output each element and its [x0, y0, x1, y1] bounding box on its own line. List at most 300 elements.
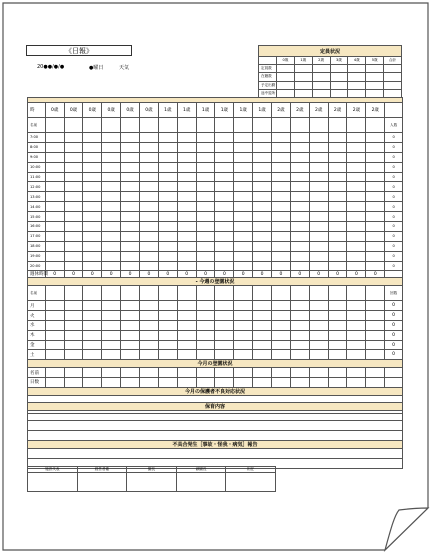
- monthly-cell[interactable]: [290, 378, 309, 388]
- capacity-cell[interactable]: [384, 73, 402, 81]
- weekday-cell[interactable]: [328, 321, 347, 331]
- attendance-cell[interactable]: [234, 172, 253, 182]
- attendance-cell[interactable]: [234, 152, 253, 162]
- attendance-cell[interactable]: [83, 261, 102, 271]
- weekday-cell[interactable]: [272, 330, 291, 340]
- weekday-cell[interactable]: [102, 321, 121, 331]
- attendance-cell[interactable]: [64, 231, 83, 241]
- weekday-cell[interactable]: [121, 321, 140, 331]
- child-name-cell[interactable]: [196, 118, 215, 133]
- weekday-cell[interactable]: [290, 330, 309, 340]
- weekday-cell[interactable]: [272, 350, 291, 360]
- monthly-cell[interactable]: [366, 378, 385, 388]
- attendance-cell[interactable]: [290, 182, 309, 192]
- attendance-cell[interactable]: [253, 182, 272, 192]
- attendance-cell[interactable]: [177, 202, 196, 212]
- monthly-cell[interactable]: [347, 368, 366, 378]
- attendance-cell[interactable]: [272, 172, 291, 182]
- attendance-cell[interactable]: [309, 182, 328, 192]
- attendance-cell[interactable]: [158, 182, 177, 192]
- care-line-2[interactable]: [28, 421, 403, 431]
- attendance-cell[interactable]: [140, 231, 159, 241]
- weekday-cell[interactable]: [121, 311, 140, 321]
- child-name-cell[interactable]: [158, 118, 177, 133]
- weekday-cell[interactable]: [121, 301, 140, 311]
- attendance-cell[interactable]: [196, 133, 215, 143]
- capacity-cell[interactable]: [348, 81, 366, 89]
- attendance-cell[interactable]: [234, 133, 253, 143]
- attendance-cell[interactable]: [309, 231, 328, 241]
- weekday-cell[interactable]: [196, 301, 215, 311]
- weekly-name-cell[interactable]: [253, 286, 272, 301]
- weekday-cell[interactable]: [64, 301, 83, 311]
- weekday-cell[interactable]: [102, 311, 121, 321]
- attendance-cell[interactable]: [328, 162, 347, 172]
- attendance-cell[interactable]: [83, 162, 102, 172]
- monthly-cell[interactable]: [121, 378, 140, 388]
- attendance-cell[interactable]: [366, 182, 385, 192]
- attendance-cell[interactable]: [366, 192, 385, 202]
- weekday-cell[interactable]: [215, 350, 234, 360]
- attendance-cell[interactable]: [253, 212, 272, 222]
- attendance-cell[interactable]: [177, 142, 196, 152]
- attendance-cell[interactable]: [121, 241, 140, 251]
- attendance-cell[interactable]: [64, 192, 83, 202]
- attendance-cell[interactable]: [45, 172, 64, 182]
- weekday-cell[interactable]: [140, 330, 159, 340]
- weekday-cell[interactable]: [309, 340, 328, 350]
- attendance-cell[interactable]: [253, 202, 272, 212]
- attendance-cell[interactable]: [83, 241, 102, 251]
- attendance-cell[interactable]: [253, 241, 272, 251]
- monthly-cell[interactable]: [328, 368, 347, 378]
- weekday-cell[interactable]: [347, 321, 366, 331]
- capacity-cell[interactable]: [384, 65, 402, 73]
- attendance-cell[interactable]: [140, 172, 159, 182]
- attendance-cell[interactable]: [45, 152, 64, 162]
- attendance-cell[interactable]: [290, 172, 309, 182]
- attendance-cell[interactable]: [234, 182, 253, 192]
- attendance-cell[interactable]: [253, 172, 272, 182]
- attendance-cell[interactable]: [158, 241, 177, 251]
- weekday-cell[interactable]: [290, 350, 309, 360]
- weekday-cell[interactable]: [158, 340, 177, 350]
- weekday-cell[interactable]: [215, 330, 234, 340]
- weekday-cell[interactable]: [140, 311, 159, 321]
- weekly-name-cell[interactable]: [215, 286, 234, 301]
- attendance-cell[interactable]: [347, 133, 366, 143]
- weekday-cell[interactable]: [158, 301, 177, 311]
- attendance-cell[interactable]: [234, 241, 253, 251]
- attendance-cell[interactable]: [328, 222, 347, 232]
- attendance-cell[interactable]: [102, 251, 121, 261]
- weekly-name-cell[interactable]: [272, 286, 291, 301]
- attendance-cell[interactable]: [253, 251, 272, 261]
- attendance-cell[interactable]: [290, 133, 309, 143]
- weekly-name-cell[interactable]: [177, 286, 196, 301]
- attendance-cell[interactable]: [328, 202, 347, 212]
- attendance-cell[interactable]: [83, 172, 102, 182]
- weekday-cell[interactable]: [177, 321, 196, 331]
- attendance-cell[interactable]: [140, 241, 159, 251]
- monthly-cell[interactable]: [309, 378, 328, 388]
- attendance-cell[interactable]: [366, 251, 385, 261]
- attendance-cell[interactable]: [234, 261, 253, 271]
- attendance-cell[interactable]: [272, 192, 291, 202]
- attendance-cell[interactable]: [196, 172, 215, 182]
- attendance-cell[interactable]: [347, 231, 366, 241]
- attendance-cell[interactable]: [177, 222, 196, 232]
- child-name-cell[interactable]: [177, 118, 196, 133]
- weekday-cell[interactable]: [347, 350, 366, 360]
- attendance-cell[interactable]: [366, 142, 385, 152]
- attendance-cell[interactable]: [64, 212, 83, 222]
- monthly-cell[interactable]: [366, 368, 385, 378]
- capacity-cell[interactable]: [348, 65, 366, 73]
- weekday-cell[interactable]: [215, 301, 234, 311]
- attendance-cell[interactable]: [234, 231, 253, 241]
- attendance-cell[interactable]: [328, 133, 347, 143]
- attendance-cell[interactable]: [121, 133, 140, 143]
- child-name-cell[interactable]: [45, 118, 64, 133]
- weekday-cell[interactable]: [177, 301, 196, 311]
- signature-box[interactable]: [176, 473, 226, 492]
- attendance-cell[interactable]: [196, 241, 215, 251]
- attendance-cell[interactable]: [158, 222, 177, 232]
- weekly-name-cell[interactable]: [83, 286, 102, 301]
- weekday-cell[interactable]: [177, 311, 196, 321]
- monthly-cell[interactable]: [83, 368, 102, 378]
- attendance-cell[interactable]: [234, 212, 253, 222]
- attendance-cell[interactable]: [83, 152, 102, 162]
- attendance-cell[interactable]: [253, 162, 272, 172]
- monthly-cell[interactable]: [158, 368, 177, 378]
- care-line-1[interactable]: [28, 411, 403, 421]
- attendance-cell[interactable]: [328, 172, 347, 182]
- attendance-cell[interactable]: [177, 261, 196, 271]
- weekday-cell[interactable]: [234, 301, 253, 311]
- attendance-cell[interactable]: [253, 152, 272, 162]
- attendance-cell[interactable]: [64, 162, 83, 172]
- attendance-cell[interactable]: [140, 192, 159, 202]
- monthly-cell[interactable]: [196, 378, 215, 388]
- weekday-cell[interactable]: [328, 340, 347, 350]
- attendance-cell[interactable]: [196, 192, 215, 202]
- attendance-cell[interactable]: [347, 241, 366, 251]
- weekday-cell[interactable]: [272, 340, 291, 350]
- attendance-cell[interactable]: [158, 212, 177, 222]
- weekday-cell[interactable]: [290, 311, 309, 321]
- weekday-cell[interactable]: [309, 311, 328, 321]
- attendance-cell[interactable]: [347, 192, 366, 202]
- monthly-cell[interactable]: [253, 378, 272, 388]
- attendance-cell[interactable]: [64, 182, 83, 192]
- weekly-name-cell[interactable]: [64, 286, 83, 301]
- weekday-cell[interactable]: [234, 350, 253, 360]
- attendance-cell[interactable]: [64, 222, 83, 232]
- attendance-cell[interactable]: [64, 202, 83, 212]
- weekday-cell[interactable]: [102, 340, 121, 350]
- attendance-cell[interactable]: [328, 231, 347, 241]
- monthly-cell[interactable]: [347, 378, 366, 388]
- capacity-cell[interactable]: [277, 81, 295, 89]
- attendance-cell[interactable]: [177, 182, 196, 192]
- weekday-cell[interactable]: [272, 321, 291, 331]
- attendance-cell[interactable]: [366, 241, 385, 251]
- attendance-cell[interactable]: [366, 231, 385, 241]
- monthly-cell[interactable]: [64, 378, 83, 388]
- attendance-cell[interactable]: [140, 212, 159, 222]
- capacity-cell[interactable]: [366, 73, 384, 81]
- weekday-cell[interactable]: [366, 311, 385, 321]
- attendance-cell[interactable]: [177, 212, 196, 222]
- attendance-cell[interactable]: [234, 142, 253, 152]
- attendance-cell[interactable]: [234, 222, 253, 232]
- weekday-cell[interactable]: [140, 340, 159, 350]
- attendance-cell[interactable]: [347, 162, 366, 172]
- capacity-cell[interactable]: [348, 73, 366, 81]
- attendance-cell[interactable]: [102, 192, 121, 202]
- attendance-cell[interactable]: [121, 231, 140, 241]
- attendance-cell[interactable]: [366, 162, 385, 172]
- attendance-cell[interactable]: [121, 251, 140, 261]
- attendance-cell[interactable]: [290, 231, 309, 241]
- weekday-cell[interactable]: [366, 321, 385, 331]
- attendance-cell[interactable]: [45, 261, 64, 271]
- weekday-cell[interactable]: [253, 340, 272, 350]
- capacity-cell[interactable]: [330, 65, 348, 73]
- attendance-cell[interactable]: [45, 133, 64, 143]
- attendance-cell[interactable]: [253, 261, 272, 271]
- monthly-cell[interactable]: [253, 368, 272, 378]
- weekday-cell[interactable]: [196, 321, 215, 331]
- monthly-cell[interactable]: [328, 378, 347, 388]
- weekly-name-cell[interactable]: [121, 286, 140, 301]
- attendance-cell[interactable]: [366, 261, 385, 271]
- attendance-cell[interactable]: [45, 251, 64, 261]
- attendance-cell[interactable]: [177, 231, 196, 241]
- attendance-cell[interactable]: [64, 133, 83, 143]
- attendance-cell[interactable]: [158, 152, 177, 162]
- weekday-cell[interactable]: [45, 330, 64, 340]
- attendance-cell[interactable]: [196, 152, 215, 162]
- attendance-cell[interactable]: [347, 152, 366, 162]
- weekday-cell[interactable]: [83, 340, 102, 350]
- monthly-cell[interactable]: [215, 368, 234, 378]
- attendance-cell[interactable]: [215, 152, 234, 162]
- attendance-cell[interactable]: [253, 192, 272, 202]
- signature-box[interactable]: [28, 473, 78, 492]
- attendance-cell[interactable]: [290, 202, 309, 212]
- attendance-cell[interactable]: [215, 192, 234, 202]
- attendance-cell[interactable]: [45, 142, 64, 152]
- weekday-cell[interactable]: [121, 340, 140, 350]
- attendance-cell[interactable]: [64, 172, 83, 182]
- weekday-cell[interactable]: [290, 301, 309, 311]
- attendance-cell[interactable]: [121, 222, 140, 232]
- attendance-cell[interactable]: [215, 133, 234, 143]
- attendance-cell[interactable]: [102, 212, 121, 222]
- attendance-cell[interactable]: [215, 251, 234, 261]
- attendance-cell[interactable]: [309, 172, 328, 182]
- weekday-cell[interactable]: [45, 350, 64, 360]
- attendance-cell[interactable]: [83, 231, 102, 241]
- attendance-cell[interactable]: [328, 261, 347, 271]
- child-name-cell[interactable]: [290, 118, 309, 133]
- attendance-cell[interactable]: [45, 182, 64, 192]
- weekday-cell[interactable]: [309, 350, 328, 360]
- weekday-cell[interactable]: [272, 311, 291, 321]
- attendance-cell[interactable]: [290, 192, 309, 202]
- child-name-cell[interactable]: [328, 118, 347, 133]
- attendance-cell[interactable]: [140, 133, 159, 143]
- weekday-cell[interactable]: [253, 321, 272, 331]
- attendance-cell[interactable]: [177, 251, 196, 261]
- capacity-cell[interactable]: [384, 81, 402, 89]
- weekday-cell[interactable]: [64, 340, 83, 350]
- attendance-cell[interactable]: [121, 202, 140, 212]
- attendance-cell[interactable]: [253, 231, 272, 241]
- attendance-cell[interactable]: [196, 261, 215, 271]
- care-line-3[interactable]: [28, 431, 403, 441]
- capacity-cell[interactable]: [294, 73, 312, 81]
- weekday-cell[interactable]: [64, 321, 83, 331]
- attendance-cell[interactable]: [177, 162, 196, 172]
- attendance-cell[interactable]: [121, 182, 140, 192]
- weekday-cell[interactable]: [102, 350, 121, 360]
- monthly-cell[interactable]: [196, 368, 215, 378]
- attendance-cell[interactable]: [309, 261, 328, 271]
- attendance-cell[interactable]: [328, 251, 347, 261]
- attendance-cell[interactable]: [309, 192, 328, 202]
- attendance-cell[interactable]: [272, 251, 291, 261]
- attendance-cell[interactable]: [45, 162, 64, 172]
- attendance-cell[interactable]: [234, 251, 253, 261]
- monthly-cell[interactable]: [102, 378, 121, 388]
- weekday-cell[interactable]: [121, 350, 140, 360]
- weekday-cell[interactable]: [158, 321, 177, 331]
- weekly-name-cell[interactable]: [45, 286, 64, 301]
- child-name-cell[interactable]: [366, 118, 385, 133]
- weekly-name-cell[interactable]: [234, 286, 253, 301]
- attendance-cell[interactable]: [309, 251, 328, 261]
- weekday-cell[interactable]: [366, 301, 385, 311]
- attendance-cell[interactable]: [272, 152, 291, 162]
- attendance-cell[interactable]: [45, 231, 64, 241]
- child-name-cell[interactable]: [83, 118, 102, 133]
- weekday-cell[interactable]: [366, 340, 385, 350]
- attendance-cell[interactable]: [177, 172, 196, 182]
- weekday-cell[interactable]: [158, 311, 177, 321]
- signature-box[interactable]: [127, 473, 177, 492]
- attendance-cell[interactable]: [215, 261, 234, 271]
- weekday-cell[interactable]: [177, 340, 196, 350]
- attendance-cell[interactable]: [177, 192, 196, 202]
- attendance-cell[interactable]: [158, 202, 177, 212]
- attendance-cell[interactable]: [121, 172, 140, 182]
- incident-line-1[interactable]: [28, 449, 403, 459]
- attendance-cell[interactable]: [309, 222, 328, 232]
- weekly-name-cell[interactable]: [196, 286, 215, 301]
- weekday-cell[interactable]: [83, 350, 102, 360]
- monthly-cell[interactable]: [140, 378, 159, 388]
- attendance-cell[interactable]: [83, 251, 102, 261]
- capacity-cell[interactable]: [294, 81, 312, 89]
- weekday-cell[interactable]: [83, 311, 102, 321]
- monthly-cell[interactable]: [272, 378, 291, 388]
- attendance-cell[interactable]: [366, 202, 385, 212]
- attendance-cell[interactable]: [196, 142, 215, 152]
- weekday-cell[interactable]: [328, 350, 347, 360]
- attendance-cell[interactable]: [196, 182, 215, 192]
- signature-box[interactable]: [226, 473, 276, 492]
- weekday-cell[interactable]: [328, 311, 347, 321]
- child-name-cell[interactable]: [347, 118, 366, 133]
- weekday-cell[interactable]: [366, 330, 385, 340]
- attendance-cell[interactable]: [215, 231, 234, 241]
- attendance-cell[interactable]: [102, 202, 121, 212]
- weekday-cell[interactable]: [196, 311, 215, 321]
- monthly-cell[interactable]: [290, 368, 309, 378]
- monthly-cell[interactable]: [140, 368, 159, 378]
- attendance-cell[interactable]: [272, 222, 291, 232]
- attendance-cell[interactable]: [158, 133, 177, 143]
- attendance-cell[interactable]: [102, 142, 121, 152]
- attendance-cell[interactable]: [177, 152, 196, 162]
- weekday-cell[interactable]: [347, 311, 366, 321]
- weekday-cell[interactable]: [196, 350, 215, 360]
- attendance-cell[interactable]: [272, 182, 291, 192]
- weekday-cell[interactable]: [140, 321, 159, 331]
- weekday-cell[interactable]: [140, 301, 159, 311]
- attendance-cell[interactable]: [102, 133, 121, 143]
- attendance-cell[interactable]: [196, 202, 215, 212]
- weekday-cell[interactable]: [215, 340, 234, 350]
- attendance-cell[interactable]: [347, 172, 366, 182]
- weekday-cell[interactable]: [234, 340, 253, 350]
- weekday-cell[interactable]: [102, 330, 121, 340]
- weekday-cell[interactable]: [347, 301, 366, 311]
- attendance-cell[interactable]: [272, 231, 291, 241]
- attendance-cell[interactable]: [347, 212, 366, 222]
- weekly-name-cell[interactable]: [140, 286, 159, 301]
- attendance-cell[interactable]: [309, 133, 328, 143]
- attendance-cell[interactable]: [140, 261, 159, 271]
- weekday-cell[interactable]: [196, 340, 215, 350]
- weekday-cell[interactable]: [366, 350, 385, 360]
- attendance-cell[interactable]: [83, 202, 102, 212]
- attendance-cell[interactable]: [102, 241, 121, 251]
- attendance-cell[interactable]: [290, 222, 309, 232]
- attendance-cell[interactable]: [272, 261, 291, 271]
- attendance-cell[interactable]: [83, 133, 102, 143]
- capacity-cell[interactable]: [312, 65, 330, 73]
- attendance-cell[interactable]: [196, 212, 215, 222]
- attendance-cell[interactable]: [196, 222, 215, 232]
- attendance-cell[interactable]: [366, 212, 385, 222]
- monthly-cell[interactable]: [158, 378, 177, 388]
- monthly-cell[interactable]: [45, 378, 64, 388]
- attendance-cell[interactable]: [328, 192, 347, 202]
- attendance-cell[interactable]: [290, 241, 309, 251]
- monthly-cell[interactable]: [177, 368, 196, 378]
- attendance-cell[interactable]: [158, 192, 177, 202]
- attendance-cell[interactable]: [158, 162, 177, 172]
- weekday-cell[interactable]: [309, 330, 328, 340]
- attendance-cell[interactable]: [309, 202, 328, 212]
- attendance-cell[interactable]: [215, 182, 234, 192]
- weekday-cell[interactable]: [253, 301, 272, 311]
